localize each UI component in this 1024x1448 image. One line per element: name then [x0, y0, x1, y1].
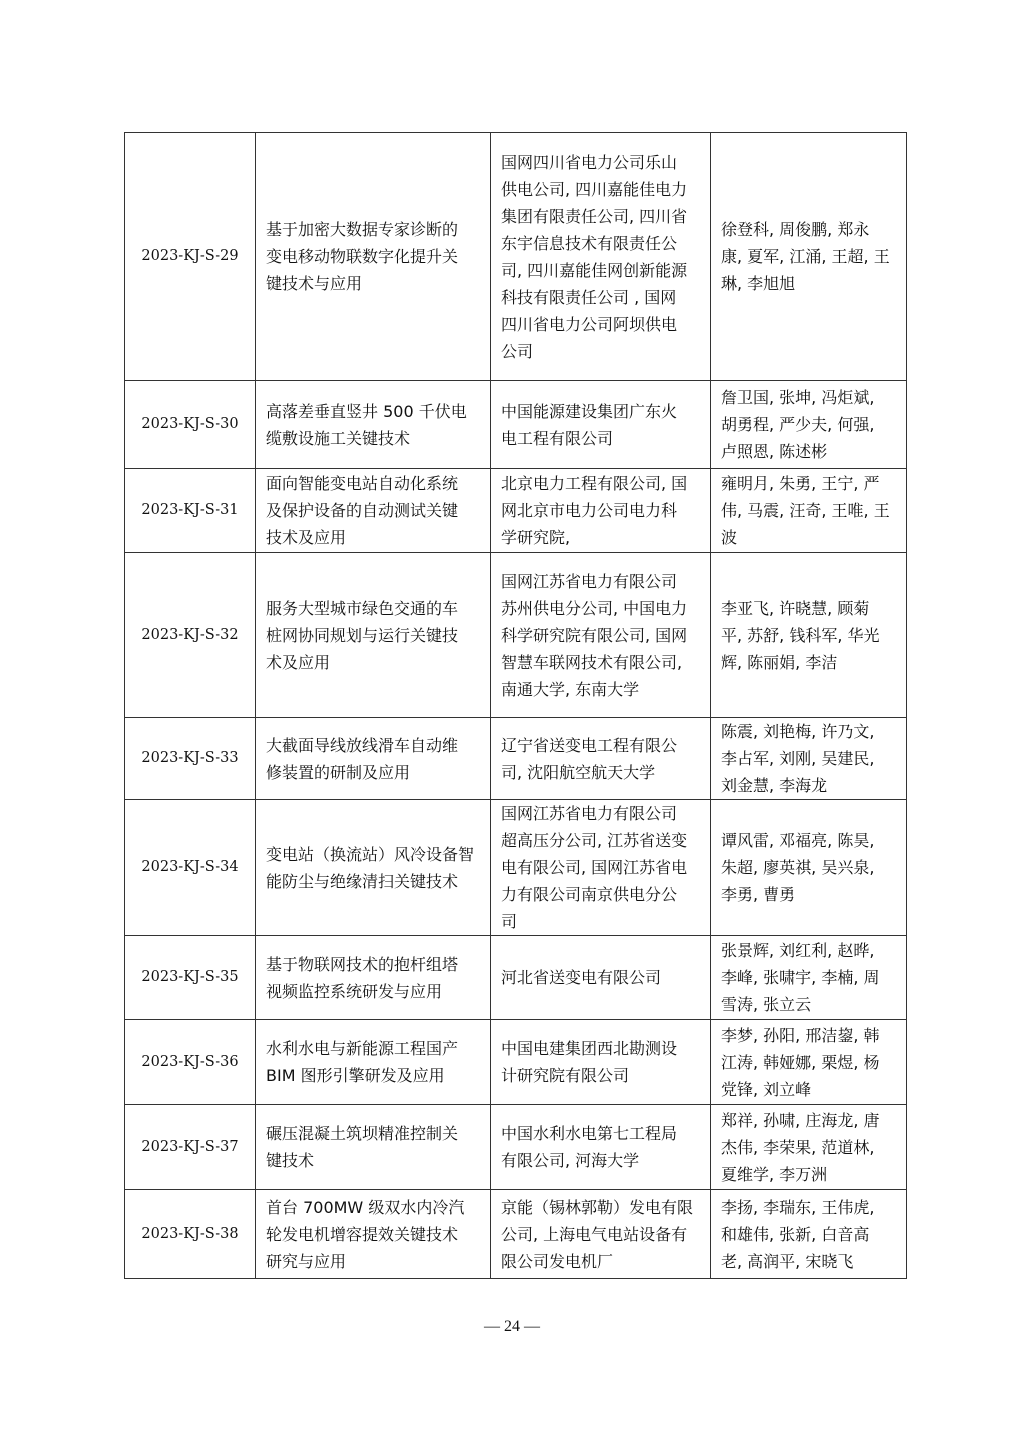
- project-title: 面向智能变电站自动化系统 及保护设备的自动测试关键 技术及应用: [256, 469, 491, 553]
- project-id: 2023-KJ-S-34: [125, 800, 256, 936]
- table-row: [125, 1020, 907, 1105]
- project-id: 2023-KJ-S-37: [125, 1105, 256, 1190]
- project-title: 变电站（换流站）风冷设备智 能防尘与绝缘清扫关键技术: [256, 800, 491, 936]
- completing-units: 中国水利水电第七工程局 有限公司, 河海大学: [491, 1105, 711, 1190]
- project-id: 2023-KJ-S-31: [125, 469, 256, 553]
- project-id: 2023-KJ-S-30: [125, 381, 256, 469]
- completing-people: 徐登科, 周俊鹏, 郑永 康, 夏军, 江涌, 王超, 王 琳, 李旭旭: [711, 133, 907, 381]
- project-title: 碾压混凝土筑坝精准控制关 键技术: [256, 1105, 491, 1190]
- completing-people: 李扬, 李瑞东, 王伟虎, 和雄伟, 张新, 白音高 老, 高润平, 宋晓飞: [711, 1190, 907, 1279]
- project-title: 基于物联网技术的抱杆组塔 视频监控系统研发与应用: [256, 936, 491, 1020]
- completing-people: 雍明月, 朱勇, 王宁, 严 伟, 马震, 汪奇, 王唯, 王 波: [711, 469, 907, 553]
- completing-units: 辽宁省送变电工程有限公 司, 沈阳航空航天大学: [491, 718, 711, 800]
- project-id: 2023-KJ-S-36: [125, 1020, 256, 1105]
- table-row: [125, 133, 907, 381]
- completing-units: 北京电力工程有限公司, 国 网北京市电力公司电力科 学研究院,: [491, 469, 711, 553]
- project-title: 大截面导线放线滑车自动维 修装置的研制及应用: [256, 718, 491, 800]
- project-id: 2023-KJ-S-35: [125, 936, 256, 1020]
- project-title: 水利水电与新能源工程国产 BIM 图形引擎研发及应用: [256, 1020, 491, 1105]
- project-id: 2023-KJ-S-32: [125, 553, 256, 718]
- table-row: [125, 1105, 907, 1190]
- table-row: [125, 469, 907, 553]
- completing-people: 张景辉, 刘红利, 赵晔, 李峰, 张啸宇, 李楠, 周 雪涛, 张立云: [711, 936, 907, 1020]
- project-title: 服务大型城市绿色交通的车 桩网协同规划与运行关键技 术及应用: [256, 553, 491, 718]
- completing-people: 李梦, 孙阳, 邢洁鋆, 韩 江涛, 韩娅娜, 栗煜, 杨 党锋, 刘立峰: [711, 1020, 907, 1105]
- project-title: 高落差垂直竖井 500 千伏电 缆敷设施工关键技术: [256, 381, 491, 469]
- completing-people: 谭风雷, 邓福亮, 陈昊, 朱超, 廖英祺, 吴兴泉, 李勇, 曹勇: [711, 800, 907, 936]
- table-row: [125, 553, 907, 718]
- project-title: 基于加密大数据专家诊断的 变电移动物联数字化提升关 键技术与应用: [256, 133, 491, 381]
- completing-units: 京能（锡林郭勒）发电有限 公司, 上海电气电站设备有 限公司发电机厂: [491, 1190, 711, 1279]
- table-row: [125, 936, 907, 1020]
- project-id: 2023-KJ-S-29: [125, 133, 256, 381]
- table-row: [125, 1190, 907, 1279]
- completing-units: 国网四川省电力公司乐山 供电公司, 四川嘉能佳电力 集团有限责任公司, 四川省 东宇信息技术有限责任公 司, 四川嘉能佳网创新能源 科技有限责任公司 , 国网 四川省电力公司阿坝供电 公司: [491, 133, 711, 381]
- completing-people: 李亚飞, 许晓慧, 顾菊 平, 苏舒, 钱科军, 华光 辉, 陈丽娟, 李洁: [711, 553, 907, 718]
- completing-units: 中国能源建设集团广东火 电工程有限公司: [491, 381, 711, 469]
- completing-units: 河北省送变电有限公司: [491, 936, 711, 1020]
- completing-units: 国网江苏省电力有限公司 超高压分公司, 江苏省送变 电有限公司, 国网江苏省电 力有限公司南京供电分公 司: [491, 800, 711, 936]
- table-row: [125, 718, 907, 800]
- project-id: 2023-KJ-S-38: [125, 1190, 256, 1279]
- award-table: [124, 132, 907, 1279]
- completing-people: 詹卫国, 张坤, 冯炬斌, 胡勇程, 严少夫, 何强, 卢照恩, 陈述彬: [711, 381, 907, 469]
- completing-units: 中国电建集团西北勘测设 计研究院有限公司: [491, 1020, 711, 1105]
- completing-people: 陈震, 刘艳梅, 许乃文, 李占军, 刘刚, 吴建民, 刘金慧, 李海龙: [711, 718, 907, 800]
- page-number: — 24 —: [484, 1318, 540, 1335]
- project-title: 首台 700MW 级双水内冷汽 轮发电机增容提效关键技术 研究与应用: [256, 1190, 491, 1279]
- table-row: [125, 381, 907, 469]
- table-row: [125, 800, 907, 936]
- completing-people: 郑祥, 孙啸, 庄海龙, 唐 杰伟, 李荣果, 范道林, 夏维学, 李万洲: [711, 1105, 907, 1190]
- project-id: 2023-KJ-S-33: [125, 718, 256, 800]
- completing-units: 国网江苏省电力有限公司 苏州供电分公司, 中国电力 科学研究院有限公司, 国网 智慧车联网技术有限公司, 南通大学, 东南大学: [491, 553, 711, 718]
